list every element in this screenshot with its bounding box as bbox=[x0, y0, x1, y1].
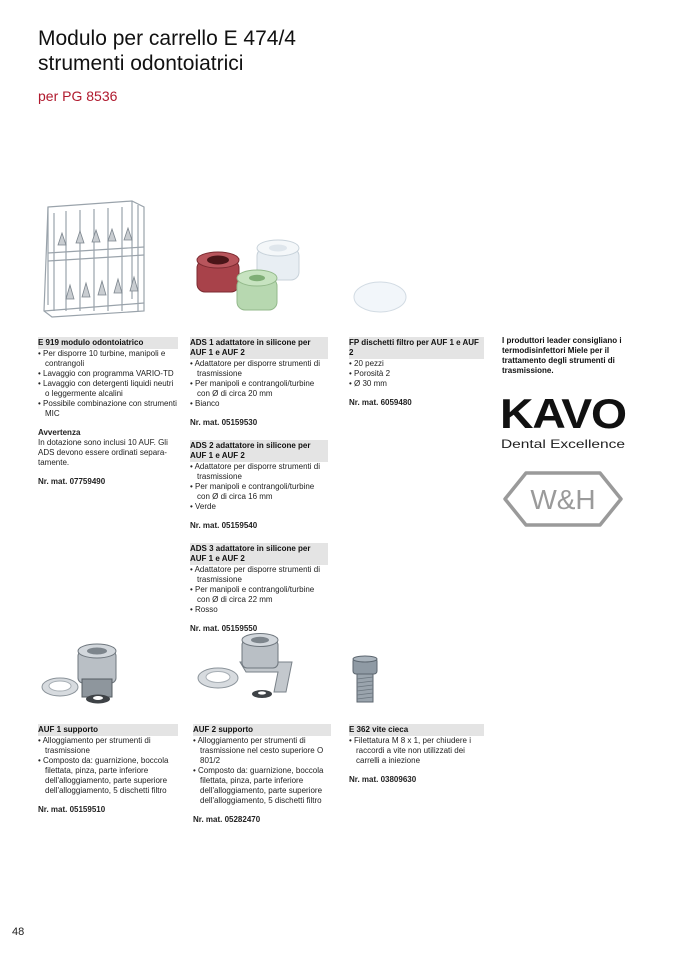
list-item: • Lavaggio con detergenti liquidi neutri o leggermente alcalini bbox=[38, 379, 178, 399]
wh-logo-name: W&H bbox=[530, 484, 596, 515]
kavo-logo-tagline: Dental Excellence bbox=[501, 437, 626, 451]
e919-block bbox=[38, 337, 178, 487]
list-item: • Verde bbox=[190, 502, 328, 512]
e362-mat-number: Nr. mat. 03809630 bbox=[349, 775, 417, 784]
auf1-head: AUF 1 supporto bbox=[38, 724, 178, 736]
list-item: • Composto da: guarnizione, boccola filettata, pinza, parte inferiore dell'alloggiamento, parte superiore dell'alloggiamento, 5 dischetti filtro bbox=[38, 756, 178, 796]
ads2-green-adapter bbox=[237, 270, 277, 310]
auf1-support-image bbox=[40, 637, 130, 707]
title-line-2: strumenti odontoiatrici bbox=[38, 52, 244, 75]
e919-mat-number: Nr. mat. 07759490 bbox=[38, 477, 106, 486]
e362-block bbox=[349, 724, 484, 785]
fp-head: FP dischetti filtro per AUF 1 e AUF 2 bbox=[349, 337, 484, 359]
list-item: • Composto da: guarnizione, boccola filettata, pinza, parte inferiore dell'alloggiamento, parte superiore dell'alloggiamento, 5 dischetti filtro bbox=[193, 766, 331, 806]
e919-rack-image bbox=[40, 195, 152, 320]
promo-text: I produttori leader consigliano i termodisinfettori Miele per il trattamento degli strumenti di trasmissione. bbox=[502, 336, 622, 375]
list-item: • Lavaggio con programma VARIO-TD bbox=[38, 369, 178, 379]
ads3-red-adapter bbox=[197, 252, 239, 292]
ads3-bullets bbox=[190, 565, 328, 615]
e362-head: E 362 vite cieca bbox=[349, 724, 484, 736]
list-item: • Filettatura M 8 x 1, per chiudere i raccordi a vite non utilizzati dei carrelli a iniezione bbox=[349, 736, 484, 766]
page-title bbox=[38, 26, 296, 76]
auf2-head: AUF 2 supporto bbox=[193, 724, 331, 736]
list-item: • Rosso bbox=[190, 605, 328, 615]
auf2-support-image bbox=[196, 632, 296, 704]
wh-logo bbox=[502, 470, 624, 528]
auf2-mat-number: Nr. mat. 05282470 bbox=[193, 815, 261, 824]
list-item: • Alloggiamento per strumenti di trasmissione bbox=[38, 736, 178, 756]
list-item: • Bianco bbox=[190, 399, 328, 409]
fp-mat-number: Nr. mat. 6059480 bbox=[349, 398, 412, 407]
kavo-logo bbox=[500, 392, 628, 454]
page-subtitle: per PG 8536 bbox=[38, 88, 118, 104]
ads2-mat-number: Nr. mat. 05159540 bbox=[190, 521, 258, 530]
e919-head: E 919 modulo odontoiatrico bbox=[38, 337, 178, 349]
list-item: • Alloggiamento per strumenti di trasmissione nel cesto superiore O 801/2 bbox=[193, 736, 331, 766]
ads2-head: ADS 2 adattatore in silicone per AUF 1 e AUF 2 bbox=[190, 440, 328, 462]
e919-bullets bbox=[38, 349, 178, 419]
e919-warning-head: Avvertenza bbox=[38, 428, 81, 437]
auf2-block bbox=[193, 724, 331, 825]
auf1-mat-number: Nr. mat. 05159510 bbox=[38, 805, 106, 814]
fp-filter-disc-image bbox=[352, 280, 408, 314]
e362-screw-image bbox=[350, 655, 380, 705]
ads-block bbox=[190, 337, 328, 634]
list-item: • Adattatore per disporre strumenti di trasmissione bbox=[190, 565, 328, 585]
list-item: • Adattatore per disporre strumenti di trasmissione bbox=[190, 462, 328, 482]
ads1-bullets bbox=[190, 359, 328, 409]
kavo-logo-name: KAVO bbox=[500, 392, 626, 437]
ads3-head: ADS 3 adattatore in silicone per AUF 1 e AUF 2 bbox=[190, 543, 328, 565]
list-item: • Ø 30 mm bbox=[349, 379, 484, 389]
ads1-head: ADS 1 adattatore in silicone per AUF 1 e AUF 2 bbox=[190, 337, 328, 359]
auf1-bullets bbox=[38, 736, 178, 796]
title-line-1: Modulo per carrello E 474/4 bbox=[38, 27, 296, 50]
list-item: • Per manipoli e contrangoli/turbine con Ø di circa 20 mm bbox=[190, 379, 328, 399]
list-item: • Per manipoli e contrangoli/turbine con Ø di circa 16 mm bbox=[190, 482, 328, 502]
list-item: • 20 pezzi bbox=[349, 359, 484, 369]
list-item: • Possibile combinazione con strumenti MIC bbox=[38, 399, 178, 419]
list-item: • Adattatore per disporre strumenti di trasmissione bbox=[190, 359, 328, 379]
ads1-mat-number: Nr. mat. 05159530 bbox=[190, 418, 258, 427]
fp-bullets bbox=[349, 359, 484, 389]
fp-block bbox=[349, 337, 484, 408]
ads3-mat-number: Nr. mat. 05159550 bbox=[190, 624, 258, 633]
list-item: • Per manipoli e contrangoli/turbine con Ø di circa 22 mm bbox=[190, 585, 328, 605]
ads2-bullets bbox=[190, 462, 328, 512]
list-item: • Porosità 2 bbox=[349, 369, 484, 379]
e919-warning-text: In dotazione sono inclusi 10 AUF. Gli ADS devono essere ordinati separa-tamente. bbox=[38, 438, 168, 467]
ads-adapters-image bbox=[195, 238, 325, 320]
auf1-block bbox=[38, 724, 178, 815]
e362-bullets bbox=[349, 736, 484, 766]
list-item: • Per disporre 10 turbine, manipoli e contrangoli bbox=[38, 349, 178, 369]
page-number: 48 bbox=[12, 926, 25, 938]
auf2-bullets bbox=[193, 736, 331, 806]
